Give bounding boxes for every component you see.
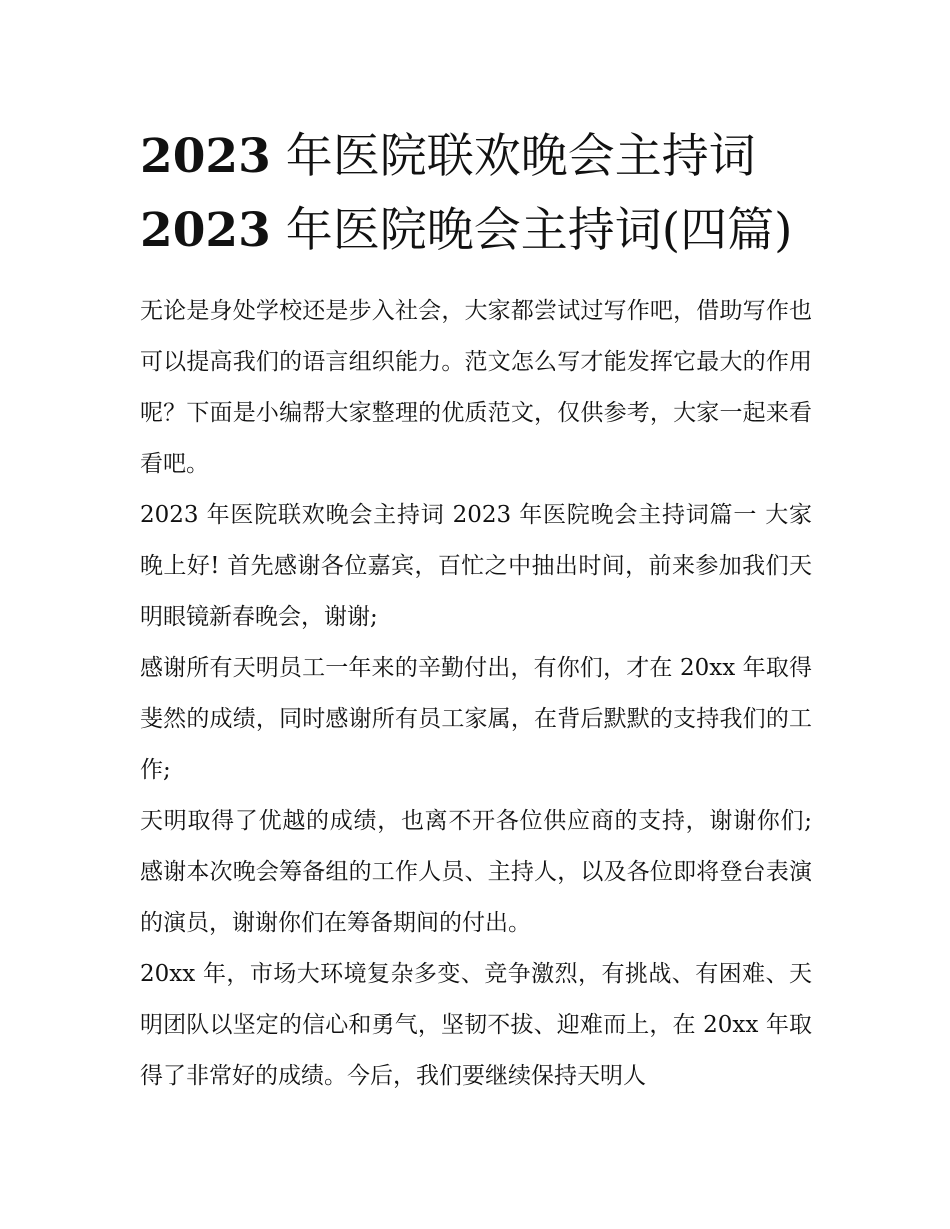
document-content <box>140 120 812 1102</box>
title-year-2: 2023 <box>140 203 271 258</box>
document-body <box>140 286 812 1102</box>
document-title-line-2 <box>140 194 812 268</box>
paragraph-opening-greeting: 2023 年医院联欢晚会主持词 2023 年医院晚会主持词篇一 大家晚上好! 首先感谢各位嘉宾，百忙之中抽出时间，前来参加我们天明眼镜新春晚会，谢谢; <box>140 502 812 630</box>
document-title-line-1 <box>140 120 812 194</box>
paragraph-market-review: 20xx 年，市场大环境复杂多变、竞争激烈，有挑战、有困难、天明团队以坚定的信心和勇气，坚韧不拔、迎难而上，在 20xx 年取得了非常好的成绩。今后，我们要继续保持天明人 <box>140 961 812 1089</box>
title-text-2: 年医院晚会主持词(四篇) <box>270 203 793 258</box>
title-year-1: 2023 <box>140 129 271 184</box>
title-text-1: 年医院联欢晚会主持词 <box>270 129 756 184</box>
paragraph-intro: 无论是身处学校还是步入社会，大家都尝试过写作吧，借助写作也可以提高我们的语言组织能力。范文怎么写才能发挥它最大的作用呢？下面是小编帮大家整理的优质范文，仅供参考，大家一起来看看吧。 <box>140 298 812 477</box>
paragraph-thanks-staff: 感谢所有天明员工一年来的辛勤付出，有你们，才在 20xx 年取得斐然的成绩，同时感谢所有员工家属，在背后默默的支持我们的工作; <box>140 655 812 783</box>
paragraph-thanks-suppliers: 天明取得了优越的成绩，也离不开各位供应商的支持，谢谢你们; 感谢本次晚会筹备组的工作人员、主持人，以及各位即将登台表演的演员，谢谢你们在筹备期间的付出。 <box>140 808 812 936</box>
